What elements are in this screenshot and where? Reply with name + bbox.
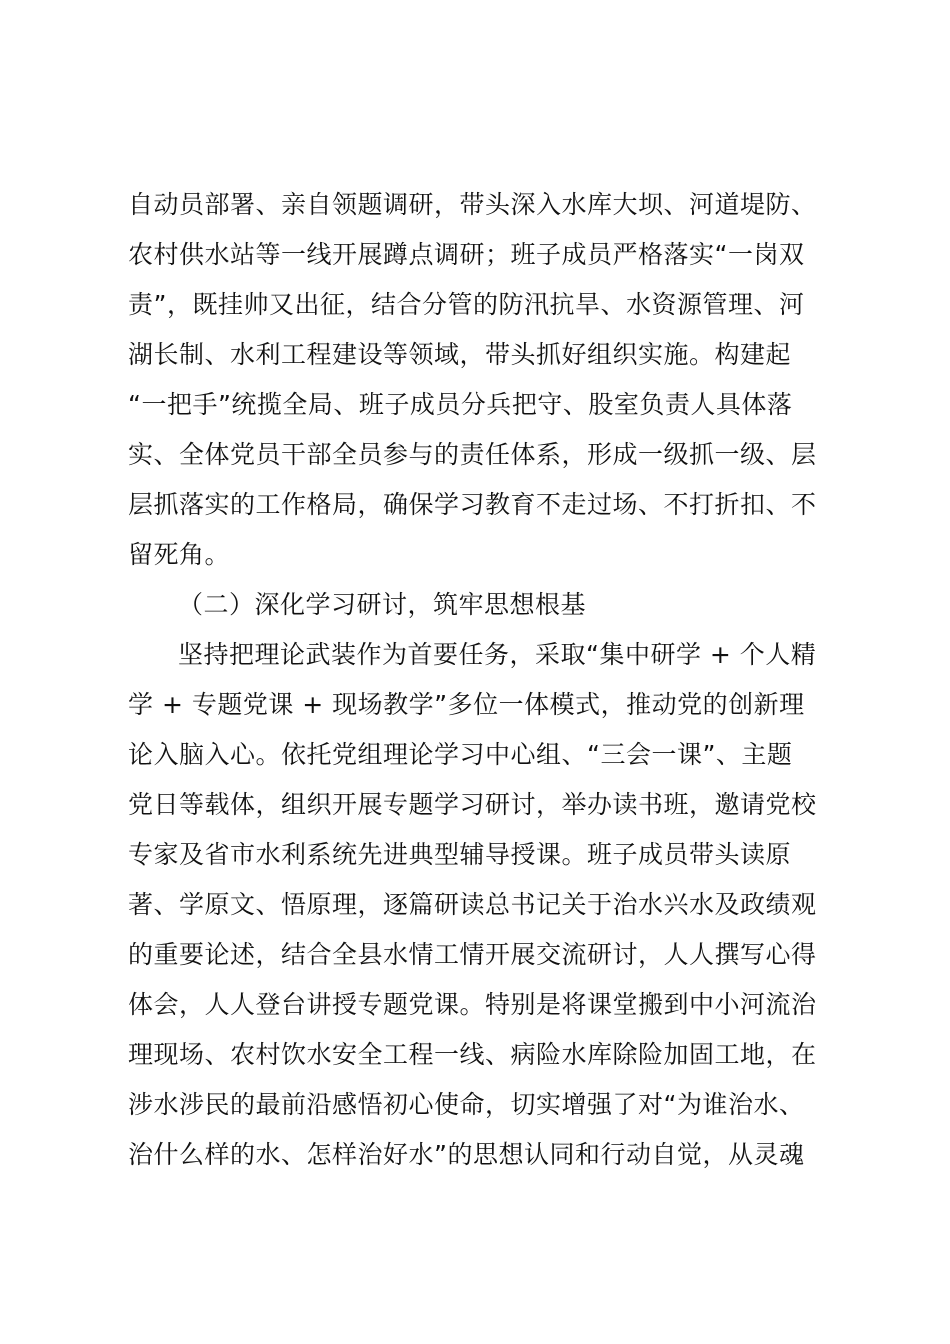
paragraph-line: 留死角。 (128, 540, 231, 569)
paragraph-line: 学 + 专题党课 + 现场教学”多位一体模式，推动党的创新理 (128, 690, 805, 719)
paragraph-line: 的重要论述，结合全县水情工情开展交流研讨，人人撰写心得 (128, 940, 817, 969)
paragraph-line: 层抓落实的工作格局，确保学习教育不走过场、不打折扣、不 (128, 490, 817, 519)
paragraph-line: 理现场、农村饮水安全工程一线、病险水库除险加固工地，在 (128, 1040, 817, 1069)
section-heading: （二）深化学习研讨，筑牢思想根基 (178, 590, 587, 619)
paragraph-line: 论入脑入心。依托党组理论学习中心组、“三会一课”、主题 (128, 740, 793, 769)
paragraph-line: 农村供水站等一线开展蹲点调研；班子成员严格落实“一岗双 (128, 240, 805, 269)
paragraph-line: “一把手”统揽全局、班子成员分兵把守、股室负责人具体落 (128, 390, 793, 419)
paragraph-line: 涉水涉民的最前沿感悟初心使命，切实增强了对“为谁治水、 (128, 1090, 805, 1119)
paragraph-line: 责”，既挂帅又出征，结合分管的防汛抗旱、水资源管理、河 (128, 290, 805, 319)
paragraph-line: 实、全体党员干部全员参与的责任体系，形成一级抓一级、层 (128, 440, 817, 469)
paragraph-line: 湖长制、水利工程建设等领域，带头抓好组织实施。构建起 (128, 340, 792, 369)
paragraph-line: 专家及省市水利系统先进典型辅导授课。班子成员带头读原 (128, 840, 792, 869)
paragraph-line: 体会，人人登台讲授专题党课。特别是将课堂搬到中小河流治 (128, 990, 817, 1019)
paragraph-line: 著、学原文、悟原理，逐篇研读总书记关于治水兴水及政绩观 (128, 890, 817, 919)
paragraph-line: 治什么样的水、怎样治好水”的思想认同和行动自觉，从灵魂 (128, 1140, 805, 1169)
paragraph-line: 自动员部署、亲自领题调研，带头深入水库大坝、河道堤防、 (128, 190, 817, 219)
paragraph-line: 党日等载体，组织开展专题学习研讨，举办读书班，邀请党校 (128, 790, 817, 819)
paragraph-line: 坚持把理论武装作为首要任务，采取“集中研学 + 个人精 (178, 640, 817, 669)
